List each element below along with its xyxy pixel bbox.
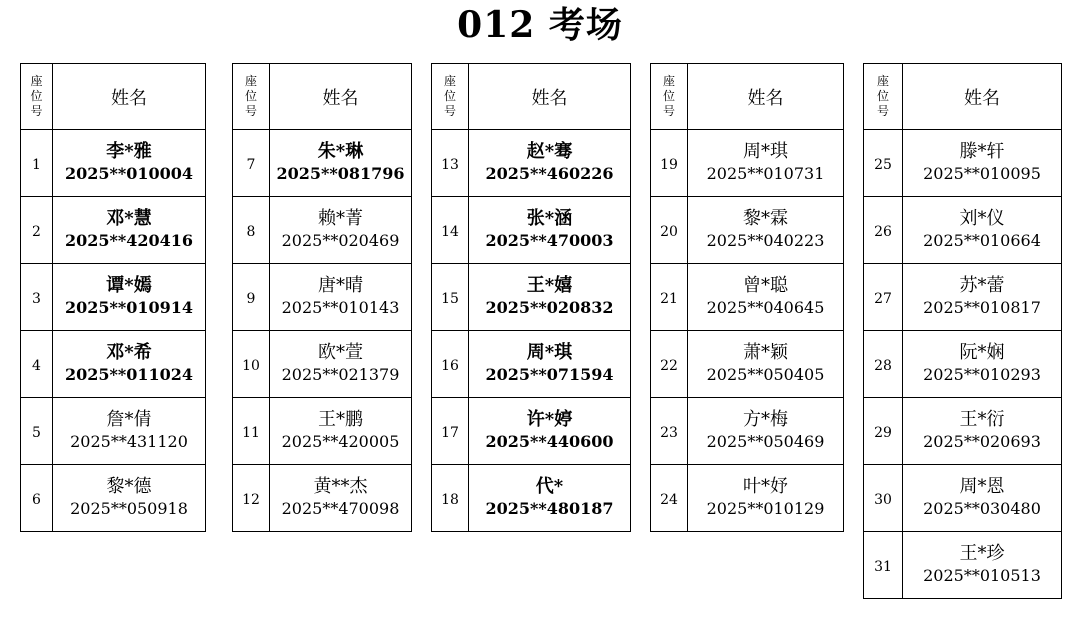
student-cell <box>53 331 206 398</box>
seat-cell <box>432 398 469 465</box>
column-gap <box>631 64 651 130</box>
seat-cell <box>864 130 903 197</box>
seat-cell <box>432 331 469 398</box>
seat-cell <box>864 398 903 465</box>
seat-cell <box>233 264 270 331</box>
column-gap <box>631 130 651 197</box>
seat-header-char: 号 <box>443 104 456 118</box>
seat-cell <box>233 398 270 465</box>
seat-cell <box>651 398 688 465</box>
seat-number: 30 <box>874 491 892 508</box>
column-gap <box>844 398 864 465</box>
student-cell <box>270 130 412 197</box>
seat-header-cell <box>432 64 469 130</box>
column-gap <box>206 532 233 599</box>
column-gap <box>206 331 233 398</box>
name-header: 姓名 <box>531 87 568 109</box>
student-id: 2025**010129 <box>706 499 825 518</box>
column-gap <box>412 532 432 599</box>
student-name: 周*恩 <box>959 476 1005 497</box>
student-name: 邓*慧 <box>106 208 152 229</box>
seat-cell <box>233 130 270 197</box>
seat-header-cell <box>21 64 53 130</box>
seat-number: 21 <box>660 290 678 307</box>
table-row <box>21 331 1062 398</box>
student-id: 2025**010914 <box>64 298 194 317</box>
student-id: 2025**010095 <box>923 164 1041 183</box>
column-gap <box>412 64 432 130</box>
seat-cell <box>432 264 469 331</box>
seat-cell <box>233 465 270 532</box>
seat-header-char: 位 <box>443 89 456 103</box>
column-gap <box>412 264 432 331</box>
name-header-cell <box>688 64 844 130</box>
name-header-cell <box>53 64 206 130</box>
student-name: 苏*蕾 <box>959 275 1005 296</box>
student-name: 邓*希 <box>106 342 152 363</box>
column-gap <box>206 197 233 264</box>
column-gap <box>844 465 864 532</box>
seat-cell <box>651 331 688 398</box>
column-gap <box>631 532 651 599</box>
seat-header-char: 号 <box>30 104 43 118</box>
seat-header-char: 座 <box>30 74 43 88</box>
name-header-cell <box>270 64 412 130</box>
table-row <box>21 264 1062 331</box>
empty-cell <box>21 532 53 599</box>
student-cell <box>270 398 412 465</box>
student-cell <box>270 331 412 398</box>
student-id: 2025**010293 <box>923 365 1041 384</box>
seat-header-char: 座 <box>876 74 889 88</box>
seat-cell <box>432 465 469 532</box>
student-id: 2025**470098 <box>281 499 400 518</box>
seat-number: 17 <box>441 424 459 441</box>
column-gap <box>631 465 651 532</box>
seat-header-char: 座 <box>443 74 456 88</box>
seat-cell <box>233 331 270 398</box>
column-gap <box>844 264 864 331</box>
student-name: 黎*德 <box>106 476 152 497</box>
student-name: 王*珍 <box>959 543 1005 564</box>
seat-number: 24 <box>660 491 678 508</box>
student-name: 刘*仪 <box>959 208 1005 229</box>
student-name: 萧*颖 <box>743 342 788 363</box>
student-name: 周*琪 <box>526 342 573 363</box>
seat-cell <box>432 197 469 264</box>
seat-number: 20 <box>660 223 678 240</box>
student-cell <box>469 331 631 398</box>
student-id: 2025**431120 <box>70 432 188 451</box>
student-name: 黄**杰 <box>313 476 368 497</box>
name-header: 姓名 <box>964 87 1000 109</box>
student-id: 2025**081796 <box>276 164 405 183</box>
name-header: 姓名 <box>322 87 359 109</box>
seat-number: 4 <box>32 357 41 374</box>
student-cell <box>270 197 412 264</box>
column-gap <box>412 331 432 398</box>
student-cell <box>469 398 631 465</box>
seat-cell <box>432 130 469 197</box>
seat-header <box>877 74 889 119</box>
student-name: 代* <box>535 476 564 497</box>
seat-header-char: 号 <box>876 104 889 118</box>
student-cell <box>53 197 206 264</box>
student-cell <box>688 264 844 331</box>
student-id: 2025**010664 <box>923 231 1041 250</box>
column-gap <box>206 264 233 331</box>
student-id: 2025**010513 <box>923 566 1041 585</box>
seat-header <box>245 74 257 119</box>
student-id: 2025**011024 <box>64 365 194 384</box>
student-name: 唐*晴 <box>318 275 363 296</box>
page-title: 012 考场 <box>457 4 623 46</box>
seat-cell <box>864 532 903 599</box>
student-name: 王*鹏 <box>318 409 363 430</box>
student-id: 2025**020469 <box>281 231 400 250</box>
student-id: 2025**050469 <box>706 432 825 451</box>
column-gap <box>412 398 432 465</box>
student-name: 张*涵 <box>526 208 573 229</box>
table-row <box>21 465 1062 532</box>
student-cell <box>469 264 631 331</box>
student-name: 朱*琳 <box>317 141 364 162</box>
student-name: 阮*娴 <box>959 342 1005 363</box>
student-id: 2025**020693 <box>923 432 1041 451</box>
student-name: 方*梅 <box>743 409 788 430</box>
table-row <box>21 197 1062 264</box>
student-id: 2025**440600 <box>485 432 614 451</box>
student-cell <box>469 130 631 197</box>
seat-cell <box>651 130 688 197</box>
student-id: 2025**021379 <box>281 365 400 384</box>
seat-header-char: 号 <box>244 104 257 118</box>
seat-cell <box>864 331 903 398</box>
seat-header-char: 座 <box>244 74 257 88</box>
student-cell <box>903 398 1062 465</box>
column-gap <box>631 197 651 264</box>
seat-cell <box>21 130 53 197</box>
student-cell <box>53 264 206 331</box>
seat-number: 7 <box>246 156 256 173</box>
seat-cell <box>233 197 270 264</box>
seat-number: 5 <box>32 424 41 441</box>
empty-cell <box>469 532 631 599</box>
student-name: 叶*妤 <box>743 476 788 497</box>
empty-cell <box>53 532 206 599</box>
table-row <box>21 130 1062 197</box>
empty-cell <box>270 532 412 599</box>
seat-number: 13 <box>441 156 459 173</box>
seat-cell <box>21 465 53 532</box>
student-id: 2025**010143 <box>281 298 400 317</box>
student-cell <box>903 465 1062 532</box>
column-gap <box>206 130 233 197</box>
student-name: 赖*菁 <box>318 208 363 229</box>
seat-cell <box>651 264 688 331</box>
seat-number: 16 <box>441 357 459 374</box>
seat-number: 23 <box>660 424 678 441</box>
seat-number: 2 <box>32 223 41 240</box>
seat-cell <box>21 331 53 398</box>
column-gap <box>206 64 233 130</box>
seat-number: 11 <box>242 424 260 441</box>
student-id: 2025**050918 <box>70 499 188 518</box>
column-gap <box>844 197 864 264</box>
seat-header <box>663 74 675 119</box>
name-header: 姓名 <box>111 87 147 109</box>
seat-number: 9 <box>246 290 256 307</box>
seat-header-cell <box>864 64 903 130</box>
seating-table <box>20 63 1062 599</box>
student-name: 谭*嫣 <box>106 275 152 296</box>
column-gap <box>206 398 233 465</box>
seat-number: 28 <box>874 357 892 374</box>
seat-number: 26 <box>874 223 892 240</box>
student-id: 2025**460226 <box>485 164 614 183</box>
name-header: 姓名 <box>747 87 784 109</box>
seat-number: 22 <box>660 357 678 374</box>
empty-cell <box>651 532 688 599</box>
column-gap <box>844 130 864 197</box>
seat-header-char: 位 <box>876 89 889 103</box>
empty-cell <box>688 532 844 599</box>
seat-number: 12 <box>242 491 260 508</box>
student-id: 2025**030480 <box>923 499 1041 518</box>
name-header-cell <box>469 64 631 130</box>
student-cell <box>53 398 206 465</box>
seat-cell <box>864 465 903 532</box>
seat-header-cell <box>651 64 688 130</box>
column-gap <box>412 465 432 532</box>
student-cell <box>688 465 844 532</box>
table-row <box>21 398 1062 465</box>
student-name: 王*衍 <box>959 409 1005 430</box>
student-id: 2025**010004 <box>64 164 194 183</box>
seat-header-char: 座 <box>662 74 675 88</box>
student-id: 2025**020832 <box>485 298 614 317</box>
seat-header <box>444 74 456 119</box>
column-gap <box>844 64 864 130</box>
student-cell <box>53 130 206 197</box>
student-id: 2025**470003 <box>485 231 614 250</box>
student-name: 赵*骞 <box>526 141 573 162</box>
seat-cell <box>864 264 903 331</box>
column-gap <box>631 264 651 331</box>
student-id: 2025**040645 <box>706 298 825 317</box>
student-cell <box>270 264 412 331</box>
student-cell <box>53 465 206 532</box>
student-cell <box>903 264 1062 331</box>
column-gap <box>206 465 233 532</box>
student-id: 2025**480187 <box>485 499 614 518</box>
column-gap <box>412 130 432 197</box>
seat-number: 31 <box>874 558 892 575</box>
seat-number: 19 <box>660 156 678 173</box>
seat-header-char: 位 <box>662 89 675 103</box>
seat-number: 10 <box>242 357 260 374</box>
seat-cell <box>864 197 903 264</box>
seating-sheet <box>20 63 1062 599</box>
header-row <box>21 64 1062 130</box>
student-cell <box>270 465 412 532</box>
student-id: 2025**420005 <box>281 432 400 451</box>
seat-number: 6 <box>32 491 41 508</box>
student-name: 黎*霖 <box>743 208 788 229</box>
seat-cell <box>651 197 688 264</box>
student-cell <box>688 130 844 197</box>
seat-number: 3 <box>32 290 41 307</box>
seat-number: 14 <box>441 223 459 240</box>
seat-cell <box>21 398 53 465</box>
empty-cell <box>432 532 469 599</box>
student-cell <box>903 532 1062 599</box>
student-id: 2025**010817 <box>923 298 1041 317</box>
student-name: 滕*轩 <box>959 141 1005 162</box>
seat-number: 27 <box>874 290 892 307</box>
seat-number: 18 <box>441 491 459 508</box>
column-gap <box>844 331 864 398</box>
column-gap <box>412 197 432 264</box>
student-name: 曾*聪 <box>743 275 788 296</box>
empty-cell <box>233 532 270 599</box>
table-row <box>21 532 1062 599</box>
seat-header <box>30 74 42 119</box>
seat-cell <box>21 197 53 264</box>
seat-cell <box>651 465 688 532</box>
student-cell <box>688 331 844 398</box>
student-id: 2025**420416 <box>64 231 194 250</box>
student-cell <box>688 398 844 465</box>
student-id: 2025**040223 <box>706 231 825 250</box>
student-name: 詹*倩 <box>106 409 152 430</box>
column-gap <box>631 331 651 398</box>
seat-header-char: 位 <box>244 89 257 103</box>
student-id: 2025**071594 <box>485 365 614 384</box>
seat-number: 29 <box>874 424 892 441</box>
seat-cell <box>21 264 53 331</box>
seat-header-char: 位 <box>30 89 43 103</box>
student-id: 2025**050405 <box>706 365 825 384</box>
seat-header-char: 号 <box>662 104 675 118</box>
name-header-cell <box>903 64 1062 130</box>
student-name: 周*琪 <box>743 141 788 162</box>
student-cell <box>903 331 1062 398</box>
seat-number: 15 <box>441 290 459 307</box>
student-name: 王*嬉 <box>526 275 573 296</box>
student-cell <box>903 197 1062 264</box>
seat-number: 8 <box>246 223 256 240</box>
seat-header-cell <box>233 64 270 130</box>
student-cell <box>469 197 631 264</box>
student-name: 许*婷 <box>526 409 573 430</box>
seat-number: 25 <box>874 156 892 173</box>
student-id: 2025**010731 <box>706 164 825 183</box>
student-name: 李*雅 <box>106 141 152 162</box>
student-name: 欧*萱 <box>318 342 363 363</box>
student-cell <box>469 465 631 532</box>
column-gap <box>844 532 864 599</box>
column-gap <box>631 398 651 465</box>
student-cell <box>688 197 844 264</box>
student-cell <box>903 130 1062 197</box>
seat-number: 1 <box>32 156 41 173</box>
